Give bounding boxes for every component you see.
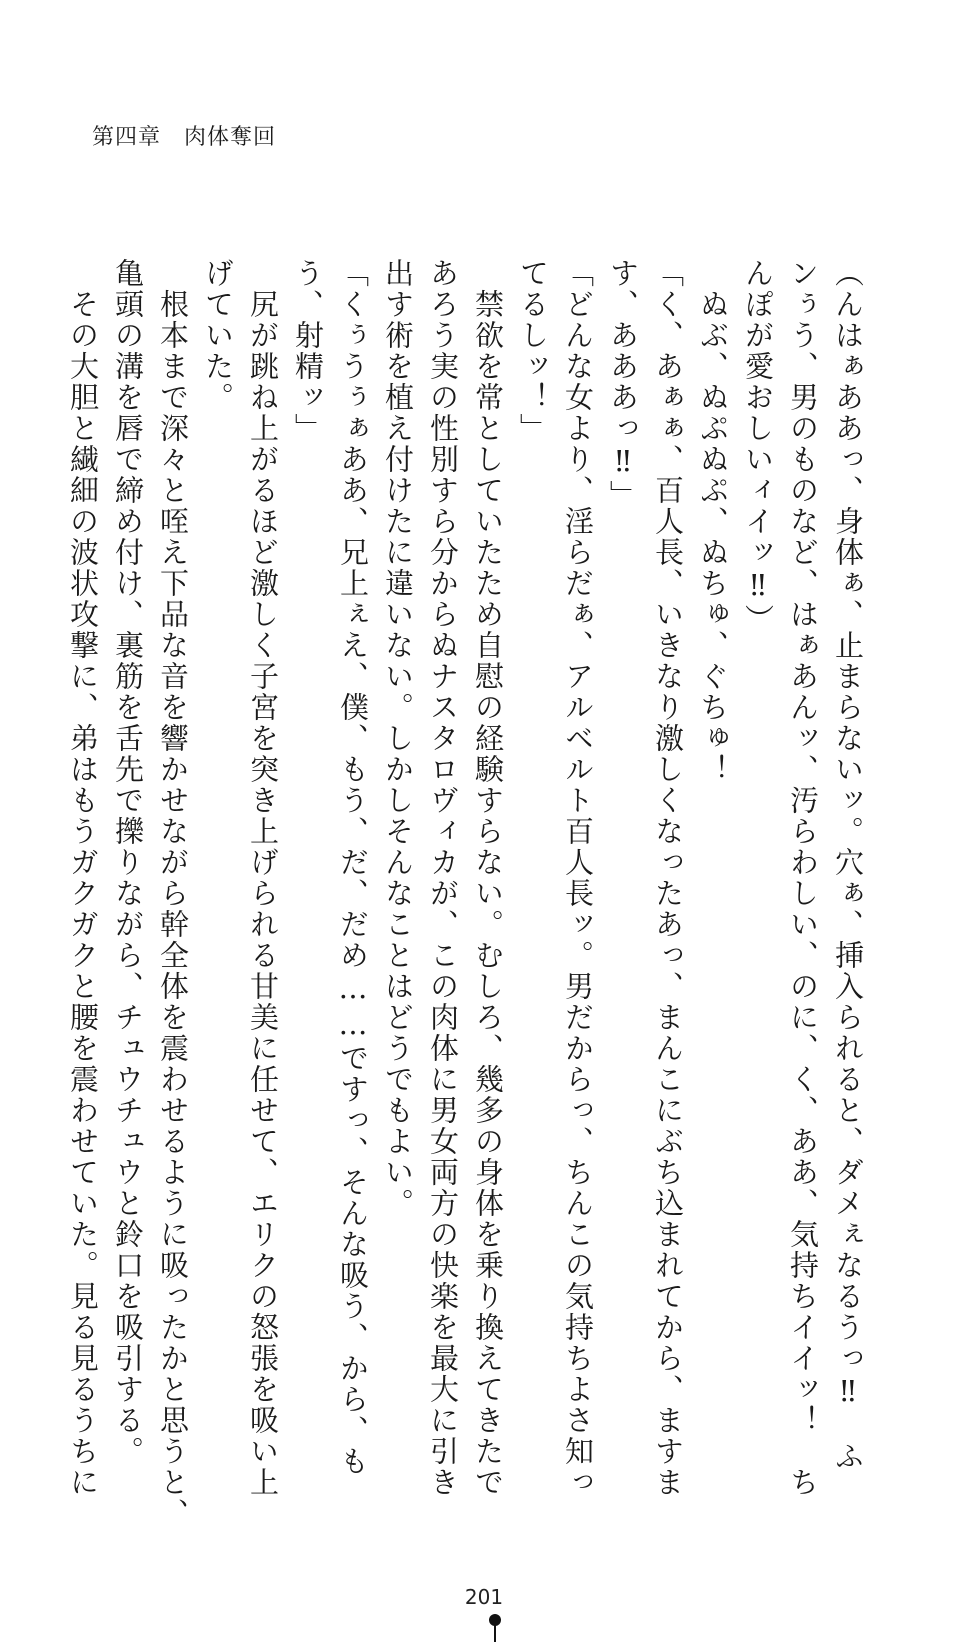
vertical-body-text (60, 258, 870, 1529)
text-line: ぬぶ、ぬぷぬぷ、ぬちゅ、ぐちゅ！ (696, 258, 730, 785)
text-line: 「く、あぁぁ、百人長、いきなり激しくなったあっ、まんこにぶち込まれてから、ますま (651, 258, 685, 1498)
text-line: （んはぁああっ、身体ぁ、止まらないッ。穴ぁ、挿入られると、ダメぇなるうっ‼ ふ (831, 258, 865, 1472)
text-line: 禁欲を常としていたため自慰の経験すらない。むしろ、幾多の身体を乗り換えてきたで (471, 258, 505, 1498)
text-line: んぽが愛おしいィイッ‼） (741, 258, 775, 635)
text-line: あろう実の性別すら分からぬナスタロヴィカが、この肉体に男女両方の快楽を最大に引き (426, 258, 460, 1498)
text-line: てるしッ！」 (516, 258, 550, 444)
marker-stem (494, 1624, 496, 1642)
text-line: その大胆と繊細の波状攻撃に、弟はもうガクガクと腰を震わせていた。見る見るうちに (66, 258, 100, 1498)
text-line: 「どんな女より、淫らだぁ、アルベルト百人長ッ。男だからっ、ちんこの気持ちよさ知っ (561, 258, 595, 1498)
text-line: 出す術を植え付けたに違いない。しかしそんなことはどうでもよい。 (381, 258, 415, 1219)
text-line: げていた。 (201, 258, 235, 413)
text-line: す、あああっ‼」 (606, 258, 640, 511)
text-line: 根本まで深々と咥え下品な音を響かせながら幹全体を震わせるように吸ったかと思うと、 (156, 258, 190, 1529)
text-line: ンぅう、男のものなど、はぁあんッ、汚らわしい、のに、く、ああ、気持ちイイッ！ ち (786, 258, 820, 1498)
page-marker-icon (489, 1614, 501, 1642)
text-line: 亀頭の溝を唇で締め付け、裏筋を舌先で擽りながら、チュウチュウと鈴口を吸引する。 (111, 258, 145, 1467)
page-number: 201 (464, 1585, 504, 1609)
text-line: う、射精ッ」 (291, 258, 325, 444)
text-line: 尻が跳ね上がるほど激しく子宮を突き上げられる甘美に任せて、エリクの怒張を吸い上 (246, 258, 280, 1498)
chapter-header: 第四章 肉体奪回 (92, 125, 277, 150)
text-line: 「くぅうぅぁああ、兄上ぇえ、僕、もう、だ、だめ……ですっ、そんな吸う、から、も (336, 258, 370, 1477)
